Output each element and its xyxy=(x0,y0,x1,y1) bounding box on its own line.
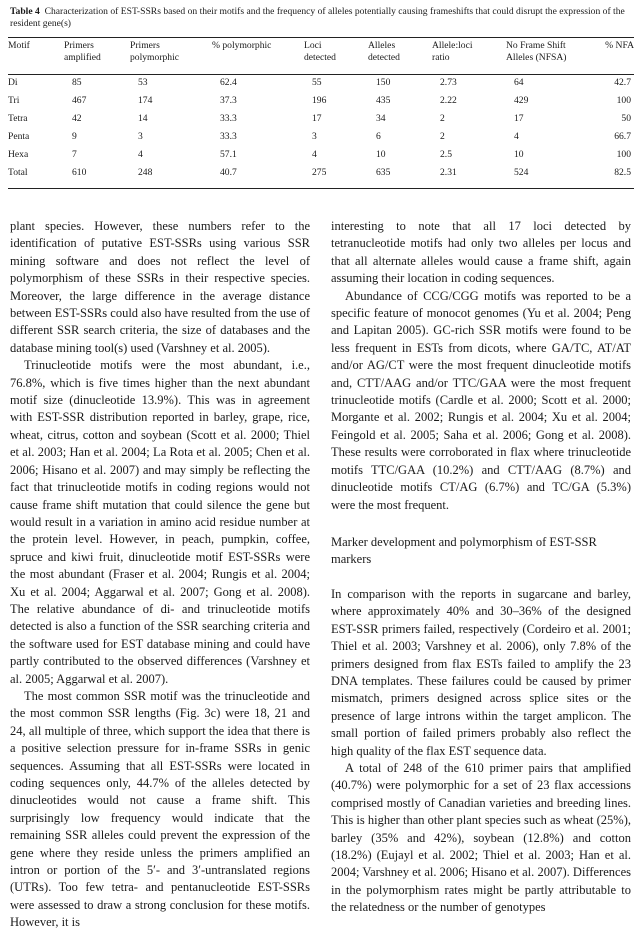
table-row xyxy=(8,128,634,146)
table-header-cell xyxy=(368,38,432,74)
motif-cell: Tetra xyxy=(8,113,28,124)
table-body xyxy=(8,74,634,182)
table-cell: 55 xyxy=(312,77,322,88)
table-cell: 64 xyxy=(514,77,524,88)
table-cell: 2 xyxy=(440,113,445,124)
table-header-text: Alleles xyxy=(368,40,396,51)
motif-cell: Penta xyxy=(8,131,30,142)
table-cell: 42 xyxy=(72,113,82,124)
table-cell: 248 xyxy=(138,167,153,178)
table-header-text: ratio xyxy=(432,52,450,63)
table-cell: 100 xyxy=(616,149,631,160)
table-cell: 2.22 xyxy=(440,95,457,106)
table-header-cell xyxy=(212,38,304,74)
table-cell: 2.73 xyxy=(440,77,457,88)
table-cell: 4 xyxy=(514,131,519,142)
table-cell: 7 xyxy=(72,149,77,160)
table-row xyxy=(8,164,634,182)
table-header-text: % polymorphic xyxy=(212,40,272,51)
table-cell: 435 xyxy=(376,95,391,106)
table-cell: 14 xyxy=(138,113,148,124)
table-header-cell xyxy=(130,38,212,74)
table-cell: 3 xyxy=(312,131,317,142)
motif-cell: Di xyxy=(8,77,18,88)
table-cell: 100 xyxy=(616,95,631,106)
table-cell: 34 xyxy=(376,113,386,124)
table-header-text: Primers xyxy=(64,40,94,51)
table-header-cell xyxy=(506,38,598,74)
table-cell: 2.31 xyxy=(440,167,457,178)
table-header-text: detected xyxy=(304,52,336,63)
right-paragraph-3: In comparison with the reports in sugarcane and barley, where approximately 40% and 30–36% of the designed EST-SSR primers failed, respectively (Cordeiro et al. 2001; Thiel et al. 2003; Varshney et al. 2006), only 7.8% of the primers designed from flax ESTs failed to amplify the 23 DNA templates. These failures could be caused by primer mismatch, primers designed across splice sites or the presence of large introns within the target amplicon. The small portion of failed primers probably also reflect the high quality of the flax EST sequence data. xyxy=(331,586,631,758)
table-cell: 10 xyxy=(514,149,524,160)
table-cell: 10 xyxy=(376,149,386,160)
table-cell: 37.3 xyxy=(220,95,237,106)
table-header-text: No Frame Shift xyxy=(506,40,566,51)
table-header-text: polymorphic xyxy=(130,52,180,63)
table-cell: 4 xyxy=(312,149,317,160)
table-cell: 66.7 xyxy=(614,131,631,142)
table-cell: 6 xyxy=(376,131,381,142)
table-cell: 33.3 xyxy=(220,131,237,142)
right-paragraph-4: A total of 248 of the 610 primer pairs that amplified (40.7%) were polymorphic for a set of 23 flax accessions comprised mostly of Canadian varieties and breeding lines. This is higher than other plant species such as wheat (25%), barley (35% and 42%), soybean (12.8%) and cotton (18.2%) (Eujayl et al. 2002; Thiel et al. 2003; Han et al. 2004; Varshney et al. 2006; Hisano et al. 2007). Differences in the polymorphism rates might be partly attributable to the relatedness or the number of genotypes xyxy=(331,760,631,915)
table-row xyxy=(8,146,634,164)
table-header-cell xyxy=(304,38,368,74)
table-header-cell xyxy=(8,38,64,74)
left-paragraph-3: The most common SSR motif was the trinucleotide and the most common SSR lengths (Fig. 3c) were 18, 21 and 24, all multiple of three, which support the idea that there is a positive selection pressure for in-frame SSRs in genic sequences. Assuming that all EST-SSRs were located in coding sequences only, 44.7% of the alleles detected by dinucleotides would not cause a frame shift. This surprisingly low frequency would indicate that the remaining SSR alleles could prevent the expression of the gene where they reside unless the primers amplified an intron or portion of the 5′- and 3′-untranslated regions (UTRs). Too few tetra- and pentanucleotide EST-SSRs were assessed to draw a strong conclusion for these motifs. However, it is xyxy=(10,688,310,930)
table-caption-text: Characterization of EST-SSRs based on their motifs and the frequency of alleles potentially causing frameshifts that could disrupt the expression of the resident gene(s) xyxy=(10,6,625,29)
table-row xyxy=(8,92,634,110)
table-cell: 82.5 xyxy=(614,167,631,178)
table-header-cell xyxy=(598,38,634,74)
table-cell: 196 xyxy=(312,95,327,106)
motif-cell: Hexa xyxy=(8,149,29,160)
table-cell: 40.7 xyxy=(220,167,237,178)
table-cell: 50 xyxy=(621,113,631,124)
table-cell: 429 xyxy=(514,95,529,106)
motif-cell: Total xyxy=(8,167,28,178)
table-cell: 17 xyxy=(514,113,524,124)
left-paragraph-2: Trinucleotide motifs were the most abundant, i.e., 76.8%, which is five times higher than the next abundant motif size (dinucleotide 13.9%). This was in agreement with EST-SSR distribution reported in barley, grape, rice, wheat, citrus, cotton and soybean (Scott et al. 2000; Thiel et al. 2003; Han et al. 2004; La Rota et al. 2005; Chen et al. 2006; Hisano et al. 2007) and may simply be reflecting the fact that trinucleotide motifs in coding regions would not cause frame shift mutation that could silence the gene but would result in a variation in amino acid residue number at the protein level. However, in peach, pumpkin, coffee, spruce and kiwi fruit, dinucleotide motif EST-SSRs were the most abundant (Fraser et al. 2004; Rungis et al. 2004; Xu et al. 2004; Aggarwal et al. 2007; Gong et al. 2008). The relative abundance of di- and trinucleotide motifs detected is also a function of the SSR searching criteria and the software used for EST database mining and could have partly contributed to the observed differences (Varshney et al. 2005; Aggarwal et al. 2007). xyxy=(10,358,310,686)
table-cell: 62.4 xyxy=(220,77,237,88)
table-header-text: Motif xyxy=(8,40,30,51)
table-header-text: Allele:loci xyxy=(432,40,473,51)
motif-cell: Tri xyxy=(8,95,20,106)
table-cell: 42.7 xyxy=(614,77,631,88)
table-header-cell xyxy=(64,38,130,74)
table-cell: 4 xyxy=(138,149,143,160)
right-text-column xyxy=(331,218,631,917)
table-header-cell xyxy=(432,38,506,74)
right-paragraph-1: interesting to note that all 17 loci detected by tetranucleotide motifs had only two alleles per locus and that all alternate alleles would cause a frame shift, again assuming their location in coding sequences. xyxy=(331,219,631,286)
table-cell: 174 xyxy=(138,95,153,106)
table-cell: 467 xyxy=(72,95,87,106)
table-cell: 9 xyxy=(72,131,77,142)
table-header-row xyxy=(8,38,634,74)
table-caption-label: Table 4 xyxy=(10,6,40,17)
table-cell: 3 xyxy=(138,131,143,142)
table-header-text: Alleles (NFSA) xyxy=(506,52,567,63)
motif-table xyxy=(8,38,634,182)
table-header-text: Loci xyxy=(304,40,322,51)
left-text-column xyxy=(10,218,310,932)
table-cell: 635 xyxy=(376,167,391,178)
table-cell: 610 xyxy=(72,167,87,178)
table-caption xyxy=(10,6,632,30)
table-cell: 53 xyxy=(138,77,148,88)
table-header-text: detected xyxy=(368,52,400,63)
table-row xyxy=(8,110,634,128)
table-cell: 524 xyxy=(514,167,529,178)
table-row xyxy=(8,74,634,92)
table-cell: 275 xyxy=(312,167,327,178)
table-header-text: amplified xyxy=(64,52,101,63)
table-cell: 150 xyxy=(376,77,391,88)
right-paragraph-2: Abundance of CCG/CGG motifs was reported to be a specific feature of monocot genomes (Yu et al. 2004; Peng and Lapitan 2005). GC-rich SSR motifs were found to be less frequent in ESTs from dicots, where GA/TC, AT/AT and/or AG/CT were the most frequent dinucleotide motifs and, CTT/AAG and/or TTC/GAA were the most frequent trinucleotide motifs (Cardle et al. 2000; Scott et al. 2000; Morgante et al. 2002; Rungis et al. 2004; Xu et al. 2004; Feingold et al. 2005; Saha et al. 2006; Gong et al. 2008). These results were corroborated in flax where trinucleotide motifs TTC/GAA (10.2%) and CTT/AAG (8.7%) and dinucleotide motifs CT/AG (6.7%) and TC/GA (5.3%) were the most frequent. xyxy=(331,288,631,512)
table-header-text: Primers xyxy=(130,40,160,51)
table-cell: 2.5 xyxy=(440,149,452,160)
table-cell: 57.1 xyxy=(220,149,237,160)
table-bottom-rule xyxy=(8,188,634,189)
section-heading: Marker development and polymorphism of EST-SSR markers xyxy=(331,534,597,566)
left-paragraph-1: plant species. However, these numbers refer to the identification of putative EST-SSRs using various SSR mining software and does not reflect the level of polymorphism of these SSRs in their respective species. Moreover, the large difference in the average distance between EST-SSRs could also have resulted from the use of different SSR search criteria, the size of databases and the database mining tool(s) used (Varshney et al. 2005). xyxy=(10,219,310,355)
table-cell: 85 xyxy=(72,77,82,88)
table-cell: 2 xyxy=(440,131,445,142)
table-cell: 33.3 xyxy=(220,113,237,124)
table-cell: 17 xyxy=(312,113,322,124)
table-header-text: % NFA xyxy=(605,40,634,51)
